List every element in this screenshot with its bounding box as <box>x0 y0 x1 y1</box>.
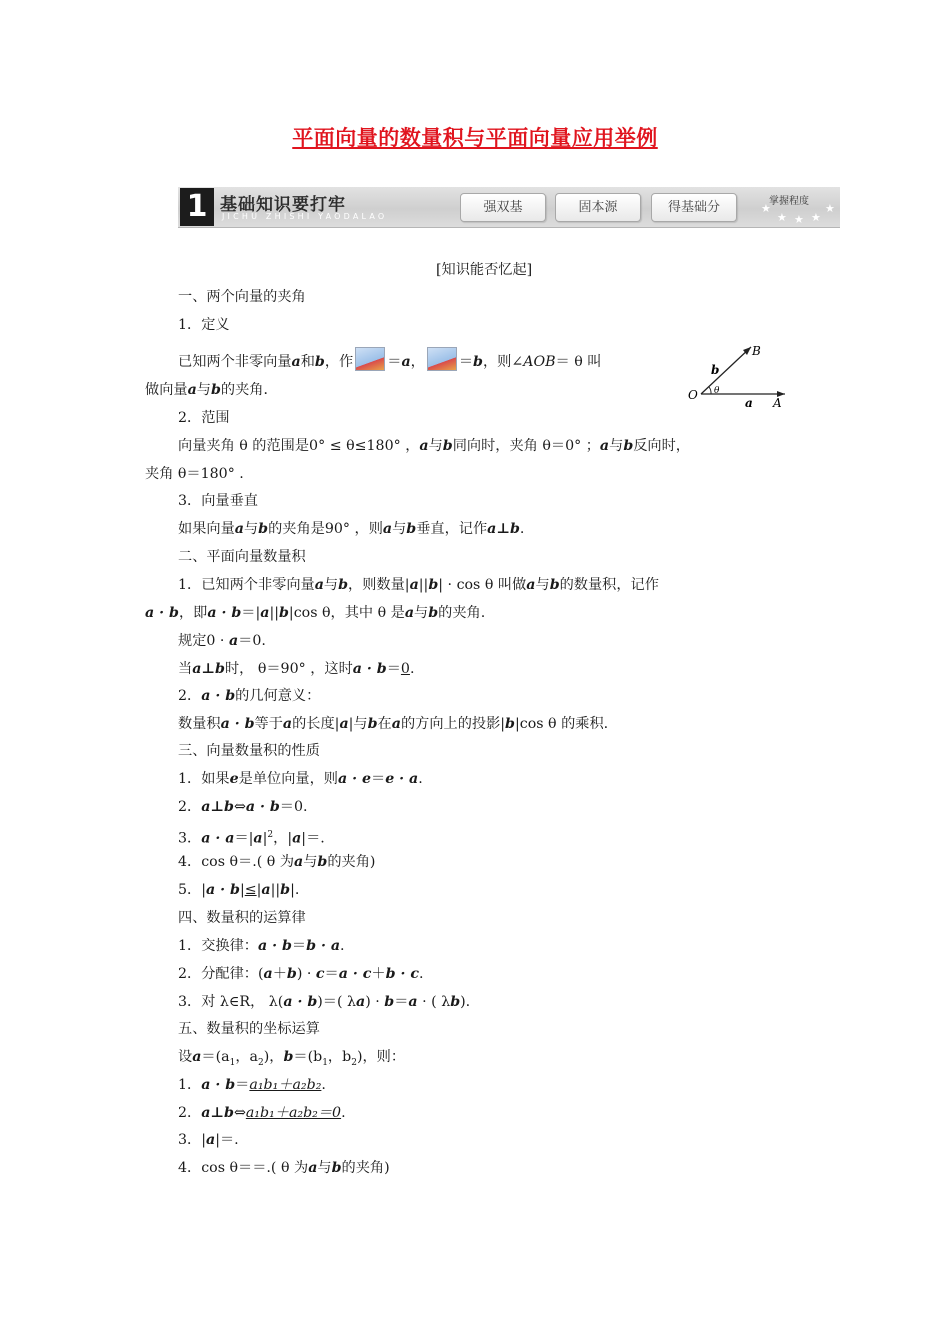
heading-2: 二、平面向量数量积 <box>178 549 306 565</box>
page-title: 平面向量的数量积与平面向量应用举例 <box>292 126 658 150</box>
banner-button-gubenyuan[interactable]: 固本源 <box>555 193 641 222</box>
range-line-1: 向量夹角 θ 的范围是0° ≤ θ≤180° ，a与b同向时，夹角 θ＝0° ；a与b反向时， <box>178 438 690 454</box>
mastery-label: 掌握程度 <box>769 196 809 207</box>
star-icon: ★ <box>811 211 821 224</box>
coordinate-setup: 设$a=(a_1$，$a_2$)，$b=(b_1$，$b_2$)，则： <box>178 1049 406 1068</box>
subheading-range: 2．范围 <box>178 410 230 426</box>
vector-b-label: b <box>711 363 720 377</box>
range-line-2: 夹角 θ＝180° . <box>145 466 244 482</box>
vector-ob-image <box>427 347 457 371</box>
perpendicular-line: 如果向量a与b的夹角是90° ，则a与b垂直，记作a⊥b. <box>178 521 525 537</box>
coordinate-4: 4．cos θ＝＝.( θ 为a与b的夹角) <box>178 1160 390 1176</box>
angle-arc <box>709 387 711 394</box>
banner-number: 1 <box>180 188 214 226</box>
banner-heading: 基础知识要打牢 <box>220 195 346 215</box>
property-3: 3．$a \cdot a=|a|^2$，|a|＝. <box>178 830 325 847</box>
geometric-meaning-heading: 2．a · b的几何意义： <box>178 688 321 704</box>
subtitle: [知识能否忆起] <box>436 262 533 278</box>
property-1: 1．如果e是单位向量，则a · e＝e · a. <box>178 771 423 787</box>
star-icon: ★ <box>777 211 787 224</box>
banner-pinyin: JICHU ZHISHI YAODALAO <box>222 212 388 221</box>
star-icon: ★ <box>825 202 835 215</box>
vector-a-label: a <box>745 396 753 407</box>
angle-diagram <box>684 337 794 407</box>
point-b-label: B <box>752 344 761 358</box>
dot-product-perpendicular: 当a⊥b时， θ＝90° ，这时a · b＝0. <box>178 661 415 677</box>
dot-product-line-1: 1．已知两个非零向量a与b，则数量|a||b| · cos θ 叫做a与b的数量积，记作 <box>178 577 659 593</box>
law-commutative: 1．交换律：a · b＝b · a. <box>178 938 345 954</box>
heading-5: 五、数量积的坐标运算 <box>178 1021 320 1037</box>
banner-button-dejichufen[interactable]: 得基础分 <box>651 193 737 222</box>
point-a-label: A <box>773 396 782 407</box>
banner-button-qiangshuangji[interactable]: 强双基 <box>460 193 546 222</box>
subheading-perpendicular: 3．向量垂直 <box>178 493 258 509</box>
mastery-rating <box>761 190 835 224</box>
heading-3: 三、向量数量积的性质 <box>178 743 320 759</box>
dot-product-rule: 规定0 · a＝0. <box>178 633 266 649</box>
heading-1: 一、两个向量的夹角 <box>178 289 306 305</box>
property-4: 4．cos θ＝.( θ 为a与b的夹角) <box>178 854 376 870</box>
definition-line-2: 做向量a与b的夹角． <box>145 382 278 398</box>
heading-4: 四、数量积的运算律 <box>178 910 306 926</box>
coordinate-2: 2．a⊥b⇔a₁b₁＋a₂b₂＝0. <box>178 1105 346 1121</box>
section-banner <box>178 187 840 228</box>
definition-line-1: 已知两个非零向量a和b，作 ＝a， ＝b，则∠AOB＝ θ 叫 <box>178 347 601 372</box>
vector-oa-image <box>355 347 385 371</box>
property-2: 2．a⊥b⇔a · b＝0. <box>178 799 308 815</box>
coordinate-1: 1．a · b＝a₁b₁＋a₂b₂. <box>178 1077 326 1093</box>
theta-label: θ <box>714 386 720 396</box>
dot-product-line-2: a · b，即a · b＝|a||b|cos θ，其中 θ 是a与b的夹角. <box>145 605 486 621</box>
law-scalar: 3．对 λ∈R， λ(a · b)＝( λa) · b＝a · ( λb). <box>178 994 471 1010</box>
vector-ob-line <box>701 347 751 394</box>
law-distributive: 2．分配律：(a＋b) · c＝a · c＋b · c. <box>178 966 424 982</box>
star-icon: ★ <box>761 202 771 215</box>
geometric-meaning-line: 数量积a · b等于a的长度|a|与b在a的方向上的投影|b|cos θ 的乘积. <box>178 716 609 732</box>
property-5: 5．|a · b|≤|a||b|. <box>178 882 300 898</box>
subheading-definition: 1．定义 <box>178 317 230 333</box>
coordinate-3: 3．|a|＝. <box>178 1132 239 1148</box>
star-icon: ★ <box>794 213 804 226</box>
point-o-label: O <box>688 388 698 402</box>
